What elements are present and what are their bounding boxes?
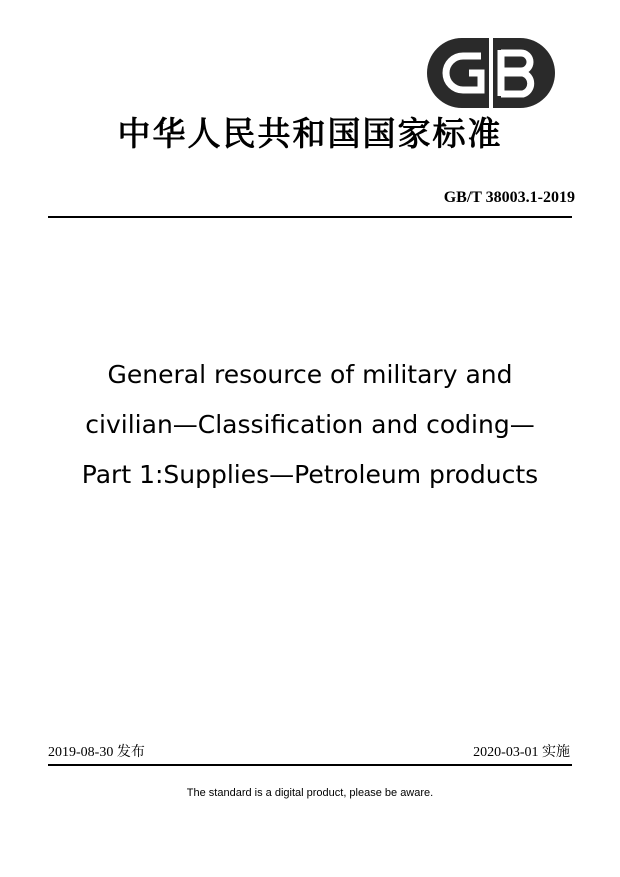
issue-date: 2019-08-30 发布 — [48, 745, 145, 760]
implementation-date: 2020-03-01 实施 — [473, 745, 570, 760]
document-title-line-3: Part 1:Supplies—Petroleum products — [81, 460, 539, 489]
document-title — [0, 350, 620, 500]
document-title-line-2: civilian—Classification and coding— — [85, 410, 535, 439]
digital-product-note: The standard is a digital product, please be aware. — [186, 787, 434, 799]
gb-logo-icon — [425, 36, 557, 110]
bottom-divider — [48, 764, 572, 766]
standard-number: GB/T 38003.1-2019 — [443, 189, 575, 206]
national-standard-title: 中华人民共和国国家标准 — [117, 114, 503, 153]
document-title-line-1: General resource of military and — [107, 360, 513, 389]
top-divider — [48, 216, 572, 218]
